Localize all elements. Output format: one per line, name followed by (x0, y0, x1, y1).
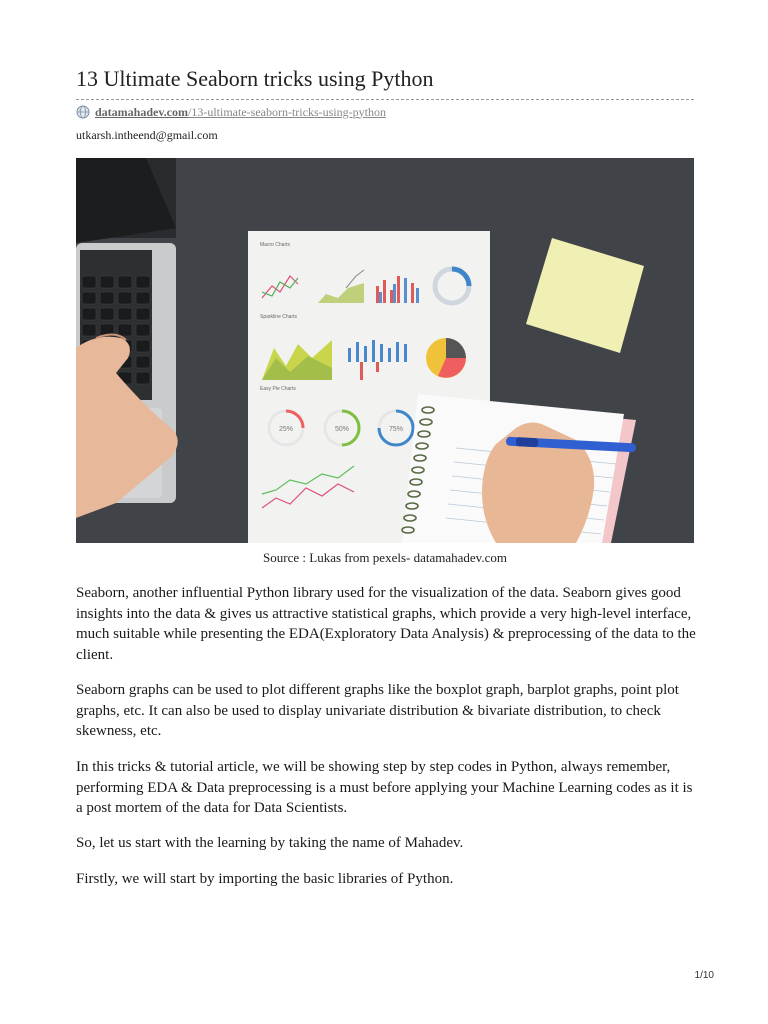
gauge-label-1: 25% (278, 426, 294, 433)
source-line (76, 104, 386, 120)
sheet-label-3: Easy Pie Charts (260, 386, 296, 392)
author-email: utkarsh.intheend@gmail.com (76, 128, 218, 142)
gauge-label-2: 50% (334, 426, 350, 433)
image-caption: Source : Lukas from pexels- datamahadev.com (263, 550, 507, 565)
paragraph-5: Firstly, we will start by importing the basic libraries of Python. (76, 871, 454, 887)
header-photo (76, 158, 694, 543)
page-number: 1/10 (694, 970, 714, 981)
title-divider (76, 99, 694, 100)
globe-icon (76, 105, 90, 119)
page-title: 13 Ultimate Seaborn tricks using Python (76, 66, 434, 91)
gauge-label-3: 75% (388, 426, 404, 433)
paragraph-1: Seaborn, another influential Python library used for the visualization of the data. Seaborn gives good insights into the data & gives us attractive statistical graphs, which provide a very high-level interface, much suitable while presenting the EDA(Exploratory Data Analysis) & preprocessing of the data to the client. (76, 585, 696, 663)
paragraph-4: So, let us start with the learning by taking the name of Mahadev. (76, 835, 464, 851)
sheet-label-1: Macro Charts (260, 242, 291, 248)
paragraph-2: Seaborn graphs can be used to plot different graphs like the boxplot graph, barplot graphs, point plot graphs, etc. It can also be used to display univariate distribution & bivariate distribution, to check skewness, etc. (76, 682, 679, 739)
source-domain-link[interactable]: datamahadev.com (95, 104, 188, 119)
sheet-label-2: Sparkline Charts (260, 314, 297, 320)
paragraph-3: In this tricks & tutorial article, we will be showing step by step codes in Python, always remember, performing EDA & Data preprocessing is a must before applying your Machine Learning codes as it is a post mortem of the data for Data Scientists. (76, 759, 693, 816)
source-path-link[interactable]: /13-ultimate-seaborn-tricks-using-python (188, 104, 386, 119)
